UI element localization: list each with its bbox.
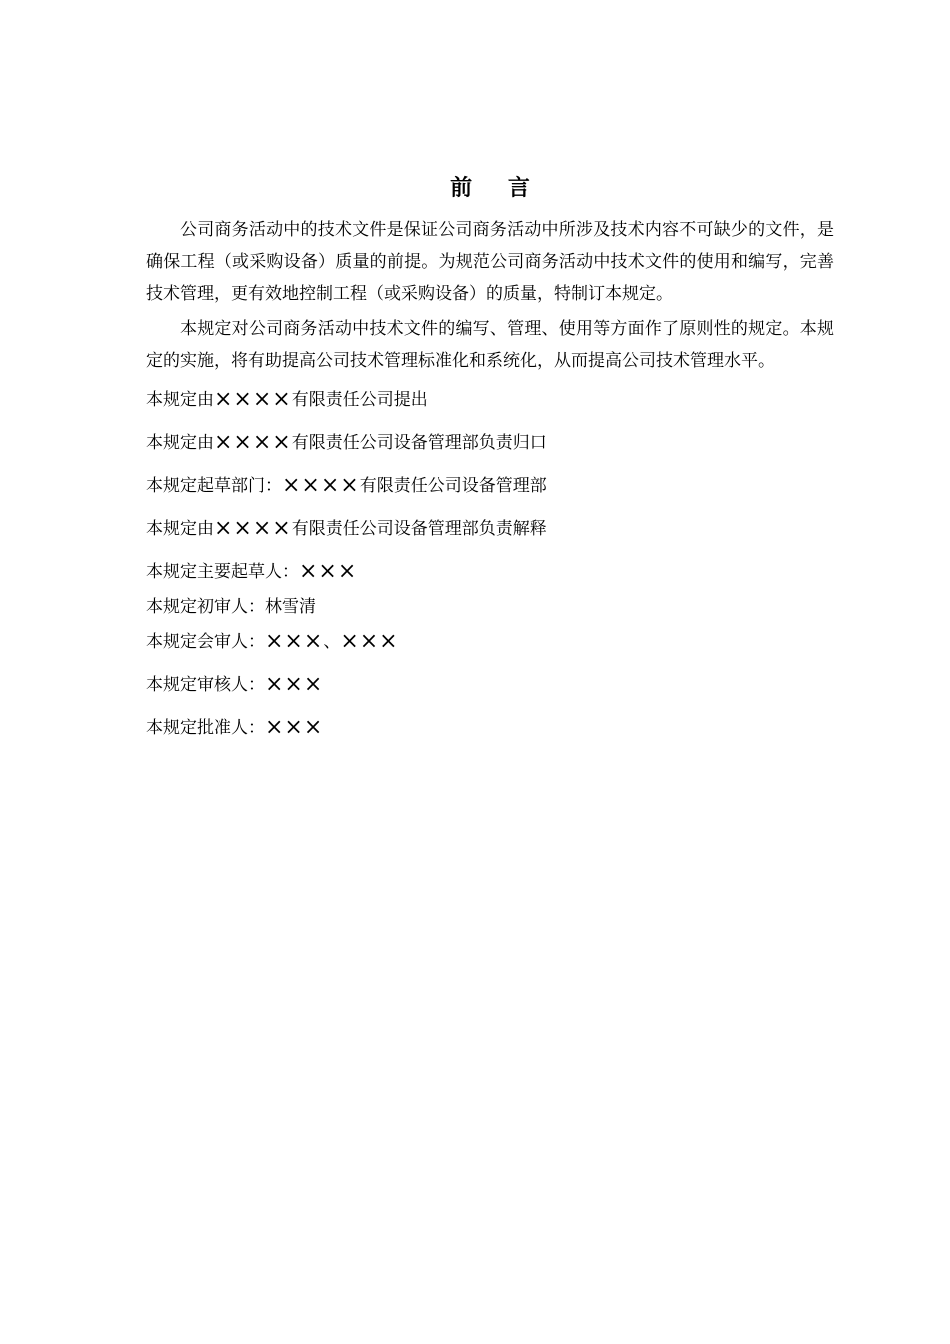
meta-label: 本规定由 <box>146 519 214 539</box>
meta-main-drafter <box>146 557 834 587</box>
meta-value: 有限责任公司设备管理部负责归口 <box>291 433 547 453</box>
page-title: 前 言 <box>450 175 544 201</box>
meta-label: 本规定由 <box>146 433 214 453</box>
meta-label: 本规定起草部门： <box>146 476 282 496</box>
meta-value: 有限责任公司设备管理部负责解释 <box>291 519 547 539</box>
placeholder-mark: ××× <box>299 559 358 584</box>
preface-paragraph-1: 公司商务活动中的技术文件是保证公司商务活动中所涉及技术内容不可缺少的文件，是确保工程（或采购设备）质量的前提。为规范公司商务活动中技术文件的使用和编写，完善技术管理，更有效地控制工程（或采购设备）的质量，特制订本规定。 <box>146 220 834 304</box>
meta-interpreted-by <box>146 514 834 544</box>
meta-label: 本规定由 <box>146 390 214 410</box>
meta-label: 本规定会审人： <box>146 632 265 652</box>
meta-value: 有限责任公司设备管理部 <box>359 476 547 496</box>
meta-label: 本规定审核人： <box>146 675 265 695</box>
meta-first-reviewer <box>146 592 834 622</box>
document-page <box>146 172 834 756</box>
meta-label: 本规定主要起草人： <box>146 562 299 582</box>
meta-value: 有限责任公司提出 <box>291 390 428 410</box>
placeholder-mark: ××× <box>265 715 324 740</box>
meta-auditor <box>146 670 834 700</box>
meta-joint-reviewers <box>146 627 834 657</box>
document-meta-list <box>146 385 834 743</box>
separator: 、 <box>323 632 341 652</box>
preface-paragraph-2: 本规定对公司商务活动中技术文件的编写、管理、使用等方面作了原则性的规定。本规定的实施，将有助提高公司技术管理标准化和系统化，从而提高公司技术管理水平。 <box>146 319 834 371</box>
placeholder-mark: ××× <box>340 629 399 654</box>
placeholder-mark: ×××× <box>214 516 292 541</box>
placeholder-mark: ××× <box>265 629 324 654</box>
placeholder-mark: ×××× <box>282 473 360 498</box>
meta-drafting-department <box>146 471 834 501</box>
meta-label: 本规定初审人：林雪清 <box>146 597 316 617</box>
placeholder-mark: ×××× <box>214 387 292 412</box>
placeholder-mark: ××× <box>265 672 324 697</box>
meta-approver <box>146 713 834 743</box>
placeholder-mark: ×××× <box>214 430 292 455</box>
meta-managed-by <box>146 428 834 458</box>
meta-label: 本规定批准人： <box>146 718 265 738</box>
meta-proposed-by <box>146 385 834 415</box>
